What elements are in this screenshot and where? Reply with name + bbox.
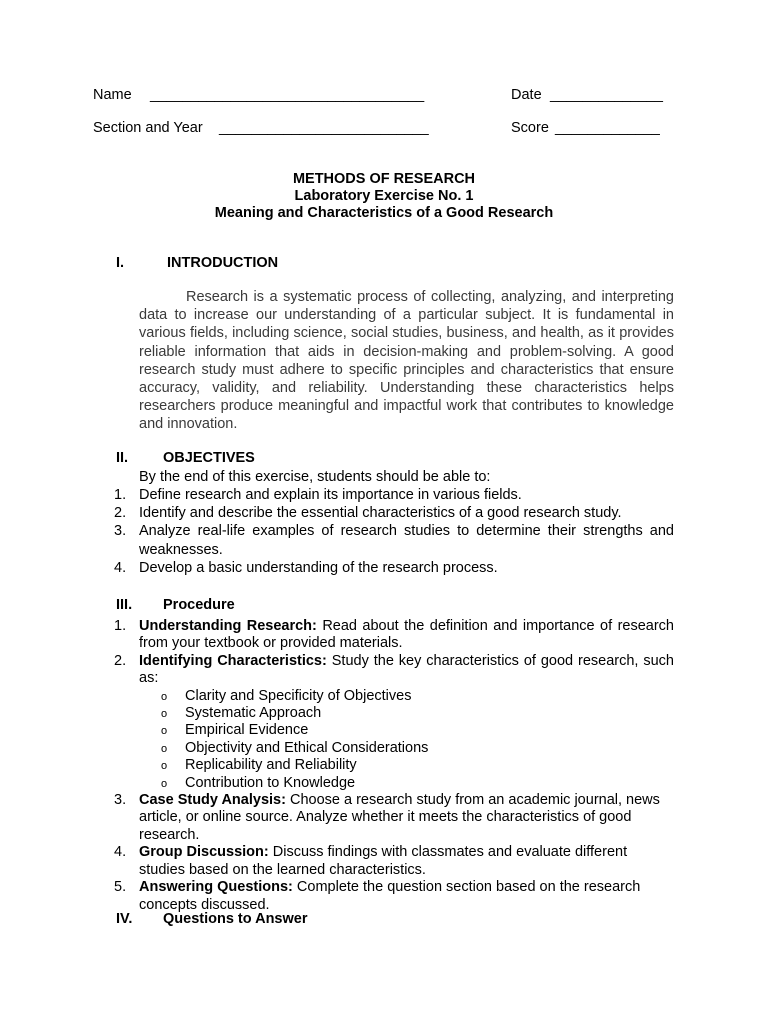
sub-list-item xyxy=(139,740,674,757)
section-numeral: I. xyxy=(116,255,125,271)
item-text: Study the key characteristics of good research, such as: xyxy=(139,652,674,687)
topic-title: Meaning and Characteristics of a Good Research xyxy=(214,205,554,221)
section-numeral: II. xyxy=(116,450,129,466)
exercise-title: Laboratory Exercise No. 1 xyxy=(294,188,474,204)
introduction-paragraph xyxy=(139,288,674,434)
section-year-label: Section and Year xyxy=(93,120,203,136)
list-item xyxy=(114,522,674,558)
item-number: 1. xyxy=(114,618,127,634)
item-number: 4. xyxy=(114,844,127,861)
section-numeral: III. xyxy=(116,597,133,613)
sub-list-item xyxy=(139,775,674,792)
sub-item-text: Systematic Approach xyxy=(185,705,322,722)
document-title-block xyxy=(0,171,768,222)
bullet-icon: o xyxy=(161,690,168,703)
section-title: OBJECTIVES xyxy=(163,450,255,466)
item-text: Analyze real-life examples of research studies to determine their strengths and weaknesses. xyxy=(139,523,674,558)
section-title: INTRODUCTION xyxy=(167,255,279,271)
item-number: 3. xyxy=(114,792,127,809)
section-title: Procedure xyxy=(163,597,235,613)
item-heading: Case Study Analysis: xyxy=(139,792,286,809)
bullet-icon: o xyxy=(161,760,168,773)
section-score-row xyxy=(93,120,673,140)
list-item xyxy=(114,653,674,792)
name-label: Name xyxy=(93,87,132,103)
course-title: METHODS OF RESEARCH xyxy=(292,171,476,187)
list-item xyxy=(114,792,674,844)
list-item xyxy=(114,504,674,522)
item-number: 5. xyxy=(114,879,127,896)
item-number: 1. xyxy=(114,487,127,503)
item-text: Complete the question section based on the research concepts discussed. xyxy=(139,879,641,913)
item-heading: Group Discussion: xyxy=(139,844,269,861)
sub-item-text: Clarity and Specificity of Objectives xyxy=(185,687,412,704)
item-number: 3. xyxy=(114,523,127,540)
section-heading-objectives xyxy=(116,450,516,468)
sub-item-text: Contribution to Knowledge xyxy=(185,774,356,791)
name-date-row xyxy=(93,87,673,107)
item-number: 2. xyxy=(114,505,127,522)
section-heading-questions xyxy=(116,911,516,929)
item-text: Choose a research study from an academic journal, news article, or online source. Analyze whether it meets the characteristics of good research. xyxy=(139,792,660,843)
item-text: Develop a basic understanding of the research process. xyxy=(139,559,498,576)
section-heading-procedure xyxy=(116,597,516,615)
sub-item-text: Empirical Evidence xyxy=(185,722,309,739)
characteristics-list xyxy=(139,688,674,792)
sub-list-item xyxy=(139,722,674,739)
list-item xyxy=(114,844,674,879)
item-number: 2. xyxy=(114,652,127,669)
objectives-lead: By the end of this exercise, students should be able to: xyxy=(139,469,491,485)
score-label: Score xyxy=(511,120,549,136)
introduction-text: Research is a systematic process of collecting, analyzing, and interpreting data to increase our understanding of a particular subject. It is fundamental in various fields, including science, social studies, business, and health, as it provides reliable information that aids in decision-making and problem-solving. A good research study must adhere to specific principles and characteristics that ensure accuracy, validity, and reliability. Understanding these characteristics helps researchers produce meaningful and impactful work that contributes to knowledge and innovation. xyxy=(139,289,674,433)
score-field-line[interactable]: _____________ xyxy=(555,120,660,136)
section-title: Questions to Answer xyxy=(163,911,308,927)
list-item xyxy=(114,486,674,504)
bullet-icon: o xyxy=(161,725,168,738)
bullet-icon: o xyxy=(161,777,168,790)
item-heading: Understanding Research: xyxy=(139,618,317,634)
item-text: Identify and describe the essential characteristics of a good research study. xyxy=(139,505,622,522)
objectives-list xyxy=(114,486,674,577)
item-text: Define research and explain its importance in various fields. xyxy=(139,487,522,503)
section-heading-introduction xyxy=(116,255,516,273)
procedure-list xyxy=(114,618,674,914)
list-item xyxy=(114,559,674,577)
sub-list-item xyxy=(139,688,674,705)
item-text: Discuss findings with classmates and evaluate different studies based on the learned characteristics. xyxy=(139,844,628,878)
name-field-line[interactable]: __________________________________ xyxy=(150,87,425,103)
item-heading: Answering Questions: xyxy=(139,879,293,896)
item-heading: Identifying Characteristics: xyxy=(139,652,327,669)
sub-list-item xyxy=(139,757,674,774)
section-numeral: IV. xyxy=(116,911,133,927)
date-label: Date xyxy=(511,87,542,103)
list-item xyxy=(114,879,674,914)
bullet-icon: o xyxy=(161,708,168,721)
sub-list-item xyxy=(139,705,674,722)
item-number: 4. xyxy=(114,559,127,576)
date-field-line[interactable]: ______________ xyxy=(550,87,663,103)
sub-item-text: Objectivity and Ethical Considerations xyxy=(185,739,429,756)
sub-item-text: Replicability and Reliability xyxy=(185,757,357,774)
list-item xyxy=(114,618,674,653)
section-year-field-line[interactable]: __________________________ xyxy=(219,120,429,136)
item-text: Read about the definition and importance of research from your textbook or provided materials. xyxy=(139,618,674,652)
bullet-icon: o xyxy=(161,742,168,755)
